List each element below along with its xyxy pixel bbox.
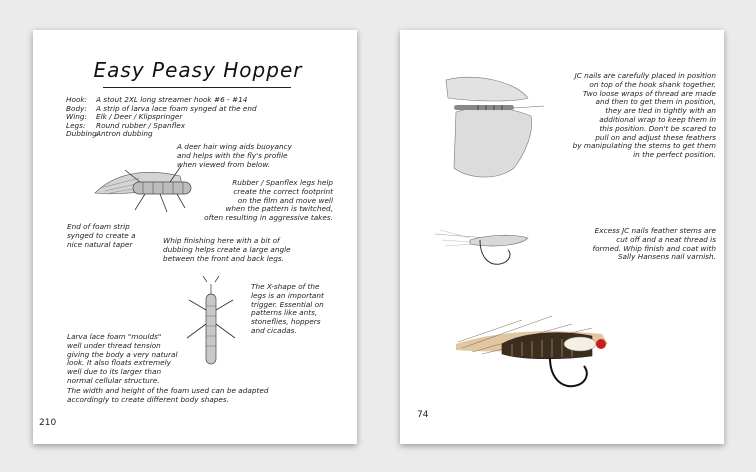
recipe-row-dubbing: Dubbing:Antron dubbing xyxy=(66,129,153,139)
note-foam-width: The width and height of the foam used can be adapted accordingly to create different body shapes. xyxy=(67,386,269,404)
recipe-list xyxy=(66,96,257,139)
page-number-right: 74 xyxy=(417,410,429,420)
note-larva-lace: Larva lace foam "moulds" well under thread tension giving the body a very natural look. It also floats extremely well due to its larger than normal cellular structure. xyxy=(67,332,178,385)
note-foam-end: End of foam strip synged to create a nice natural taper xyxy=(67,222,136,249)
recipe-row-body: Body: A strip of larva lace foam synged at the end xyxy=(66,103,257,113)
recipe-row-hook: Hook: A stout 2XL long streamer hook #6 - #14 xyxy=(66,95,248,104)
note-wing: A deer hair wing aids buoyancy and helps with the fly's profile when viewed from below. xyxy=(177,142,292,169)
left-page xyxy=(33,30,357,444)
recipe-row-wing: Wing: Elk / Deer / Klipspringer xyxy=(66,112,183,122)
finished-fly-photo xyxy=(452,314,642,404)
title-underline xyxy=(103,87,291,88)
note-jc-nails: JC nails are carefully placed in position on top of the hook shank together. Two loose wraps of thread are made and then to get them in position, they are tied in tightly with an additional wrap to keep them in this position. Don't be scared to pull on and adjust these feathers by manipulating the stems to get them in the perfect position. xyxy=(572,71,716,160)
note-x-shape: The X-shape of the legs is an important trigger. Essential on patterns like ants, stoneflies, hoppers and cicadas. xyxy=(251,282,324,335)
hopper-top-sketch xyxy=(181,276,241,376)
note-whip: Whip finishing here with a bit of dubbing helps create a large angle between the front and back legs. xyxy=(163,236,291,263)
right-page xyxy=(400,30,724,444)
note-excess-stems: Excess JC nails feather stems are cut off and a neat thread is formed. Whip finish and coat with Sally Hansens nail varnish. xyxy=(592,226,716,262)
recipe-row-legs: Legs: Round rubber / Spanflex xyxy=(66,120,186,130)
note-legs: Rubber / Spanflex legs help create the correct footprint on the film and move well when the pattern is twitched, often resulting in aggressive takes. xyxy=(204,178,333,223)
page-number-left: 210 xyxy=(39,418,57,428)
page-title: Easy Peasy Hopper xyxy=(93,58,303,82)
